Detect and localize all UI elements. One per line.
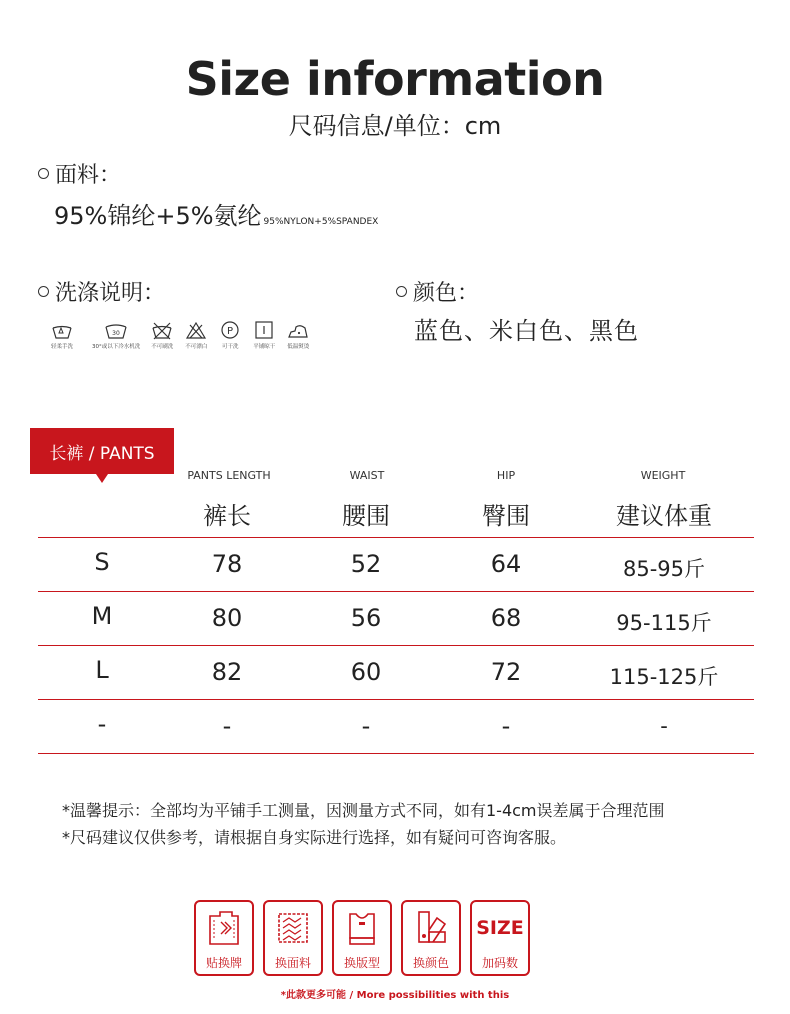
wash-item-text: 轻柔手洗 <box>50 344 73 350</box>
dry-clean-icon <box>218 320 242 340</box>
table-divider <box>38 753 754 754</box>
fabric-value-en: 95%NYLON+5%SPANDEX <box>263 217 379 227</box>
option-label: 换版型 <box>343 956 380 970</box>
waist-cell: 60 <box>350 658 382 686</box>
waist-cell: - <box>361 712 371 740</box>
wash-item-text: 平铺晾干 <box>253 344 276 350</box>
wash-item-text: 不可刷洗 <box>151 344 174 350</box>
option-label: 加码数 <box>481 956 518 970</box>
washing-icons <box>50 320 320 350</box>
option-label: 换面料 <box>274 956 311 970</box>
note-line: *温馨提示：全部均为平铺手工测量，因测量方式不同，如有1-4cm误差属于合理范围 <box>62 801 665 820</box>
fabric-value <box>54 196 378 231</box>
option-label: 贴换牌 <box>205 956 242 970</box>
column-header-cn: 臀围 <box>482 502 530 530</box>
no-machine-wash-icon <box>150 320 174 340</box>
fabric-label-text: 面料： <box>55 163 122 188</box>
pants-tag <box>30 428 174 474</box>
option-tag-swap[interactable] <box>194 900 254 976</box>
bullet-circle-icon <box>38 286 49 297</box>
length-cell: - <box>222 712 232 740</box>
hip-cell: 72 <box>490 658 522 686</box>
size-cell: - <box>97 710 107 738</box>
svg-text:30: 30 <box>112 330 120 337</box>
option-label: 换颜色 <box>412 956 449 970</box>
weight-cell: 115-125斤 <box>609 665 719 689</box>
option-color-swap[interactable] <box>401 900 461 976</box>
size-text-icon: SIZE <box>476 917 524 939</box>
fabric-value-cn: 95%锦纶+5%氨纶 <box>54 202 262 230</box>
size-cell: M <box>91 602 113 630</box>
washing-label <box>38 276 165 307</box>
column-header-cn: 腰围 <box>342 502 390 530</box>
page-subtitle: 尺码信息/单位：cm <box>288 112 502 140</box>
no-bleach-icon <box>184 320 208 340</box>
column-header-en: PANTS LENGTH <box>187 469 271 482</box>
more-possibilities-text: *此款更多可能 / More possibilities with this <box>280 990 510 1001</box>
svg-text:P: P <box>227 326 234 337</box>
hand-wash-icon <box>50 320 74 340</box>
washing-label-text: 洗涤说明： <box>55 281 166 306</box>
column-header-cn: 建议体重 <box>616 502 712 530</box>
option-fabric-swap[interactable] <box>263 900 323 976</box>
column-header-en: WEIGHT <box>640 469 686 482</box>
low-iron-icon <box>286 320 310 340</box>
weight-cell: 85-95斤 <box>622 557 706 581</box>
bullet-circle-icon <box>38 168 49 179</box>
fabric-swap-icon <box>273 908 313 948</box>
options-row <box>194 900 530 976</box>
wash-item-text: 不可漂白 <box>185 344 208 350</box>
size-cell: L <box>95 656 109 684</box>
wash-item <box>218 320 242 350</box>
wash-item <box>150 320 174 350</box>
option-size-add[interactable] <box>470 900 530 976</box>
wash-item <box>92 320 140 350</box>
page-title: Size information <box>185 52 605 106</box>
table-divider <box>38 645 754 646</box>
waist-cell: 52 <box>350 550 382 578</box>
waist-cell: 56 <box>350 604 382 632</box>
colors-label-text: 颜色： <box>413 281 480 306</box>
tag-swap-icon <box>204 908 244 948</box>
fabric-label <box>38 158 121 189</box>
size-cell: S <box>94 548 110 576</box>
column-header-en: HIP <box>496 469 516 482</box>
wash-item <box>252 320 276 350</box>
wash-item <box>286 320 310 350</box>
table-divider <box>38 699 754 700</box>
wash-item-text: 可干洗 <box>221 344 239 350</box>
note-line: *尺码建议仅供参考，请根据自身实际进行选择，如有疑问可咨询客服。 <box>62 828 567 847</box>
length-cell: 78 <box>211 550 243 578</box>
wash-item-text: 低温熨烫 <box>287 344 310 350</box>
weight-cell: - <box>660 714 668 738</box>
table-divider <box>38 537 754 538</box>
pattern-swap-icon <box>342 908 382 948</box>
colors-label <box>396 276 479 307</box>
column-header-cn: 裤长 <box>203 502 251 530</box>
option-pattern-swap[interactable] <box>332 900 392 976</box>
weight-cell: 95-115斤 <box>616 611 712 635</box>
wash-item <box>50 320 74 350</box>
wash-item <box>184 320 208 350</box>
hip-cell: - <box>501 712 511 740</box>
length-cell: 80 <box>211 604 243 632</box>
wash-30-icon <box>104 320 128 340</box>
hip-cell: 68 <box>490 604 522 632</box>
color-swap-icon <box>411 908 451 948</box>
bullet-circle-icon <box>396 286 407 297</box>
table-divider <box>38 591 754 592</box>
colors-value: 蓝色、米白色、黑色 <box>414 317 639 345</box>
length-cell: 82 <box>211 658 243 686</box>
flat-dry-icon <box>252 320 276 340</box>
hip-cell: 64 <box>490 550 522 578</box>
column-header-en: WAIST <box>349 469 385 482</box>
wash-item-text: 30°或以下冷水机洗 <box>92 344 141 350</box>
pants-tag-text: 长裤 / PANTS <box>49 443 155 464</box>
